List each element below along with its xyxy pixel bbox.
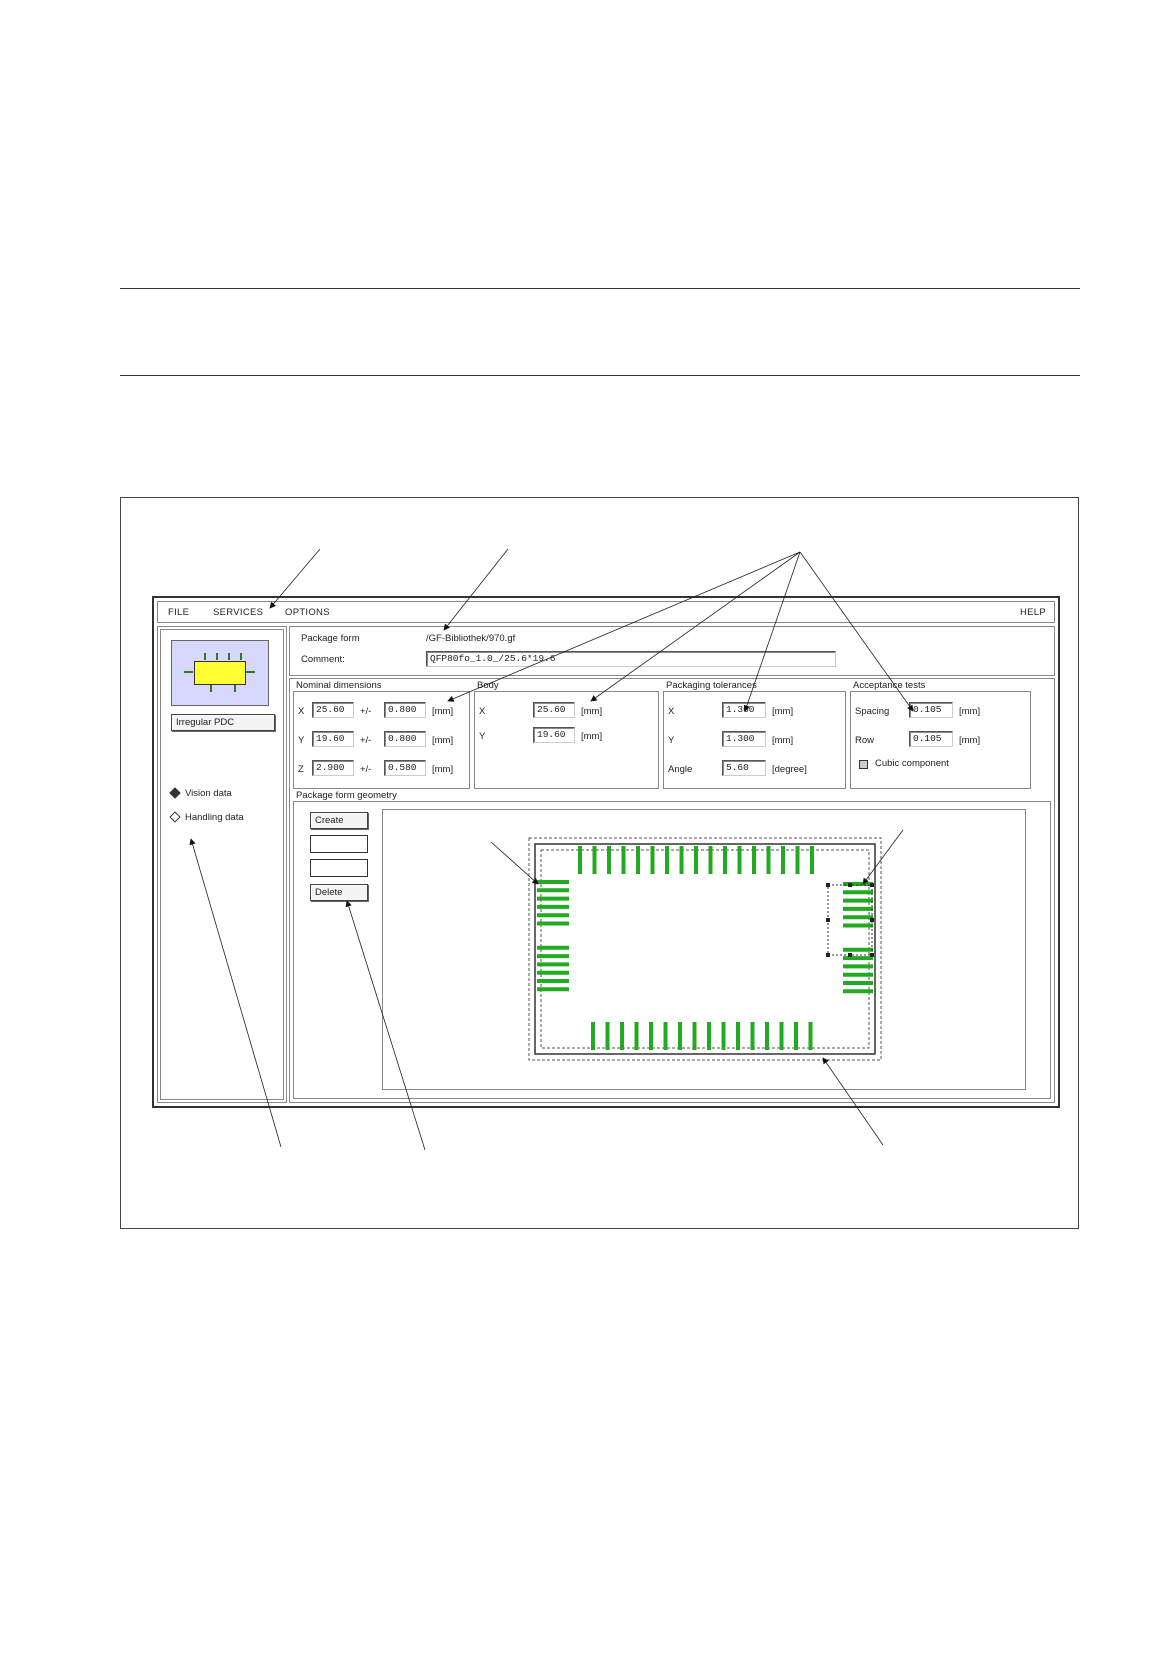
lead-group bbox=[537, 846, 873, 1050]
nominal-z-unit: [mm] bbox=[432, 764, 454, 775]
geometry-canvas[interactable] bbox=[382, 809, 1026, 1090]
selection-handle[interactable] bbox=[826, 883, 830, 887]
spacing-unit: [mm] bbox=[959, 706, 981, 717]
body-x-unit: [mm] bbox=[581, 706, 603, 717]
menu-services[interactable]: SERVICES bbox=[213, 607, 264, 618]
nominal-dimensions-group bbox=[293, 680, 470, 789]
packaging-y-unit: [mm] bbox=[772, 735, 794, 746]
spacing-field[interactable]: 0.105 bbox=[909, 702, 953, 718]
menu-options[interactable]: OPTIONS bbox=[285, 607, 330, 618]
geometry-field-2[interactable] bbox=[310, 859, 368, 877]
acceptance-tests-title: Acceptance tests bbox=[853, 680, 926, 691]
packaging-y-field[interactable]: 1.300 bbox=[722, 731, 766, 747]
acceptance-tests-group bbox=[850, 680, 1031, 789]
package-form-geometry-title: Package form geometry bbox=[296, 790, 397, 801]
menu-bar bbox=[157, 601, 1055, 623]
packaging-tolerances-title: Packaging tolerances bbox=[666, 680, 757, 691]
selection-handle[interactable] bbox=[870, 953, 874, 957]
radio-handling-label: Handling data bbox=[185, 812, 244, 823]
packaging-tolerances-group bbox=[663, 680, 846, 789]
body-x-label: X bbox=[479, 706, 486, 717]
packaging-angle-field[interactable]: 5.60 bbox=[722, 760, 766, 776]
row-label: Row bbox=[855, 735, 875, 746]
nominal-x-pm: +/- bbox=[360, 706, 372, 717]
selection-handle[interactable] bbox=[870, 918, 874, 922]
body-group bbox=[474, 680, 659, 789]
cubic-component-checkbox[interactable] bbox=[859, 760, 868, 769]
package-header bbox=[289, 626, 1055, 676]
body-y-label: Y bbox=[479, 731, 486, 742]
selection-handle[interactable] bbox=[826, 953, 830, 957]
nominal-x-unit: [mm] bbox=[432, 706, 454, 717]
packaging-x-unit: [mm] bbox=[772, 706, 794, 717]
body-title: Body bbox=[477, 680, 499, 691]
nominal-y-tol-field[interactable]: 0.800 bbox=[384, 731, 426, 747]
packaging-angle-unit: [degree] bbox=[772, 764, 807, 775]
comment-label: Comment: bbox=[301, 654, 345, 665]
application-window bbox=[152, 596, 1060, 1108]
bottom-rule bbox=[120, 375, 1080, 376]
top-rule bbox=[120, 288, 1080, 289]
cubic-component-label: Cubic component bbox=[875, 758, 949, 769]
package-type-button[interactable]: Irregular PDC bbox=[171, 714, 275, 731]
nominal-dimensions-title: Nominal dimensions bbox=[296, 680, 382, 691]
selection-box bbox=[828, 885, 872, 955]
radio-vision-data[interactable] bbox=[171, 788, 232, 799]
row-field[interactable]: 0.105 bbox=[909, 731, 953, 747]
delete-button[interactable]: Delete bbox=[310, 884, 368, 901]
package-geometry-drawing bbox=[383, 810, 983, 1072]
nominal-y-unit: [mm] bbox=[432, 735, 454, 746]
packaging-x-field[interactable]: 1.300 bbox=[722, 702, 766, 718]
radio-unselected-icon bbox=[169, 812, 180, 823]
selection-handle[interactable] bbox=[826, 918, 830, 922]
chip-icon bbox=[194, 661, 246, 685]
nominal-x-label: X bbox=[298, 706, 305, 717]
radio-vision-label: Vision data bbox=[185, 788, 232, 799]
packaging-y-label: Y bbox=[668, 735, 675, 746]
package-thumbnail-icon bbox=[171, 640, 269, 706]
nominal-z-label: Z bbox=[298, 764, 304, 775]
menu-help[interactable]: HELP bbox=[1019, 607, 1046, 618]
radio-selected-icon bbox=[169, 788, 180, 799]
comment-field[interactable]: QFP80fo_1.0_/25.6*19.6 bbox=[426, 651, 836, 667]
packaging-angle-label: Angle bbox=[668, 764, 693, 775]
main-panel bbox=[289, 626, 1055, 1103]
package-form-label: Package form bbox=[301, 633, 360, 644]
left-panel bbox=[157, 626, 287, 1103]
package-inner-outline bbox=[541, 850, 869, 1048]
package-form-value: /GF-Bibliothek/970.gf bbox=[426, 633, 516, 644]
nominal-y-field[interactable]: 19.60 bbox=[312, 731, 354, 747]
package-body-outline bbox=[535, 844, 875, 1054]
row-unit: [mm] bbox=[959, 735, 981, 746]
selection-handle[interactable] bbox=[848, 953, 852, 957]
create-button[interactable]: Create bbox=[310, 812, 368, 829]
geometry-field-1[interactable] bbox=[310, 835, 368, 853]
nominal-y-pm: +/- bbox=[360, 735, 372, 746]
nominal-x-tol-field[interactable]: 0.800 bbox=[384, 702, 426, 718]
left-panel-inner bbox=[160, 629, 284, 1100]
nominal-x-field[interactable]: 25.60 bbox=[312, 702, 354, 718]
packaging-x-label: X bbox=[668, 706, 675, 717]
body-y-unit: [mm] bbox=[581, 731, 603, 742]
body-x-field[interactable]: 25.60 bbox=[533, 702, 575, 718]
nominal-z-pm: +/- bbox=[360, 764, 372, 775]
menu-file[interactable]: FILE bbox=[168, 607, 190, 618]
radio-handling-data[interactable] bbox=[171, 812, 244, 823]
nominal-y-label: Y bbox=[298, 735, 305, 746]
package-form-geometry-panel bbox=[293, 790, 1051, 1099]
spacing-label: Spacing bbox=[855, 706, 890, 717]
nominal-z-tol-field[interactable]: 0.580 bbox=[384, 760, 426, 776]
nominal-z-field[interactable]: 2.900 bbox=[312, 760, 354, 776]
selection-handle[interactable] bbox=[848, 883, 852, 887]
selection-handle[interactable] bbox=[870, 883, 874, 887]
parameters-panel bbox=[289, 678, 1055, 1103]
body-y-field[interactable]: 19.60 bbox=[533, 727, 575, 743]
